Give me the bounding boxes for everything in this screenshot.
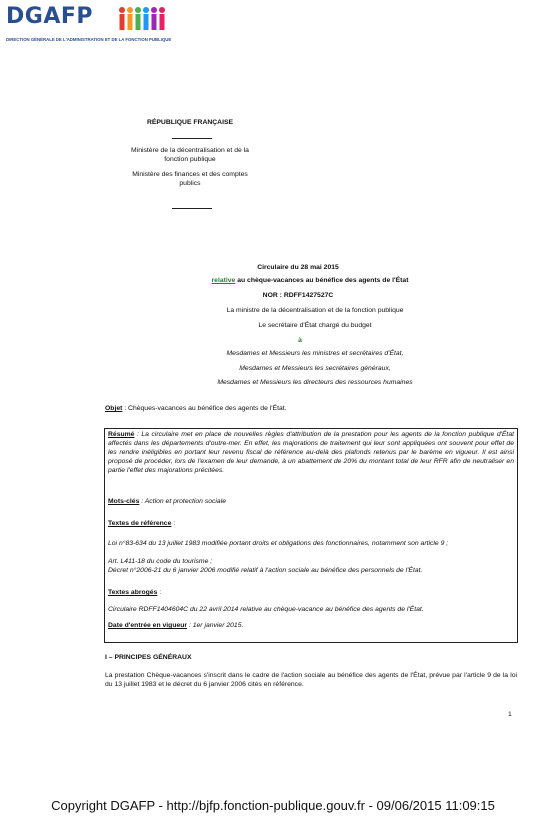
republic-title: RÉPUBLIQUE FRANÇAISE [146, 119, 234, 126]
reference-3: Décret n°2006-21 du 6 janvier 2006 modifié relatif à l'action sociale au bénéfice des personnels de l'État. [108, 567, 423, 574]
keywords-line: Mots-clés : Action et protection sociale [108, 498, 227, 505]
logo-text: DGAFP [6, 4, 93, 29]
abrogated-heading: Textes abrogés : [108, 589, 162, 596]
effective-date-line: Date d'entrée en vigueur : 1er janvier 2015. [108, 622, 244, 629]
section-paragraph: La prestation Chèque-vacances s'inscrit dans le cadre de l'action sociale au bénéfice des agents de l'État, prévue par l'article 9 de la loi du 13 juillet 1983 et le décret du 6 janvier 2006 cités en référence. [105, 672, 517, 688]
copyright-footer: Copyright DGAFP - http://bjfp.fonction-publique.gouv.fr - 09/06/2015 11:09:15 [51, 798, 495, 813]
dgafp-logo [6, 4, 171, 46]
section-heading: I – PRINCIPES GÉNÉRAUX [105, 654, 192, 661]
recipient-3: Mesdames et Messieurs les directeurs des ressources humaines [217, 379, 413, 386]
nor-number: NOR : RDFF1427527C [262, 292, 334, 299]
recipient-1: Mesdames et Messieurs les ministres et secrétaires d'État, [226, 350, 404, 357]
references-heading: Textes de référence : [108, 520, 176, 527]
sender-2: Le secrétaire d'État chargé du budget [258, 322, 372, 329]
circular-subject: relative au chèque-vacances au bénéfice des agents de l'État [211, 277, 409, 284]
ministry-2: Ministère des finances et des comptes publics [132, 171, 248, 187]
people-figures-icon [118, 6, 170, 34]
divider [172, 138, 212, 139]
summary-box [104, 428, 518, 643]
reference-2: Art. L411-18 du code du tourisme ; [108, 558, 213, 565]
ministry-1: Ministère de la décentralisation et de la fonction publique [131, 147, 249, 163]
sender-1: La ministre de la décentralisation et de la fonction publique [226, 307, 404, 314]
circular-title: Circulaire du 28 mai 2015 [257, 264, 339, 271]
objet-line: Objet : Chèques-vacances au bénéfice des agents de l'État. [105, 405, 287, 412]
reference-1: Loi n°83-634 du 13 juillet 1983 modifiée portant droits et obligations des fonctionnaires, notamment son article 9 ; [108, 540, 449, 547]
to-word: à [298, 337, 302, 344]
page-number: 1 [508, 711, 512, 718]
resume-paragraph: Résumé : La circulaire met en place de nouvelles règles d'attribution de la prestation pour les agents de la fonction publique d'État affectés dans les départements d'outre-mer. En effet, les majorations de traitement qui leur sont appliquées ont souvent pour effet de les rendre inéligibles en portant leur revenu fiscal de référence au-delà des plafonds retenus par le barème en vigueur. Il est ainsi proposé de procéder, lors de l'examen de leur demande, à un abattement de 20% du montant total de leur RFR afin de neutraliser en partie l'effet des majorations précitées. [108, 431, 514, 474]
divider [172, 208, 212, 209]
recipient-2: Mesdames et Messieurs les secrétaires généraux, [239, 365, 391, 372]
abrogated-text: Circulaire RDFF1404604C du 22 avril 2014 relative au chèque-vacance au bénéfice des agents de l'État. [108, 606, 424, 613]
logo-subtitle: DIRECTION GÉNÉRALE DE L'ADMINISTRATION ET DE LA FONCTION PUBLIQUE [6, 37, 172, 42]
